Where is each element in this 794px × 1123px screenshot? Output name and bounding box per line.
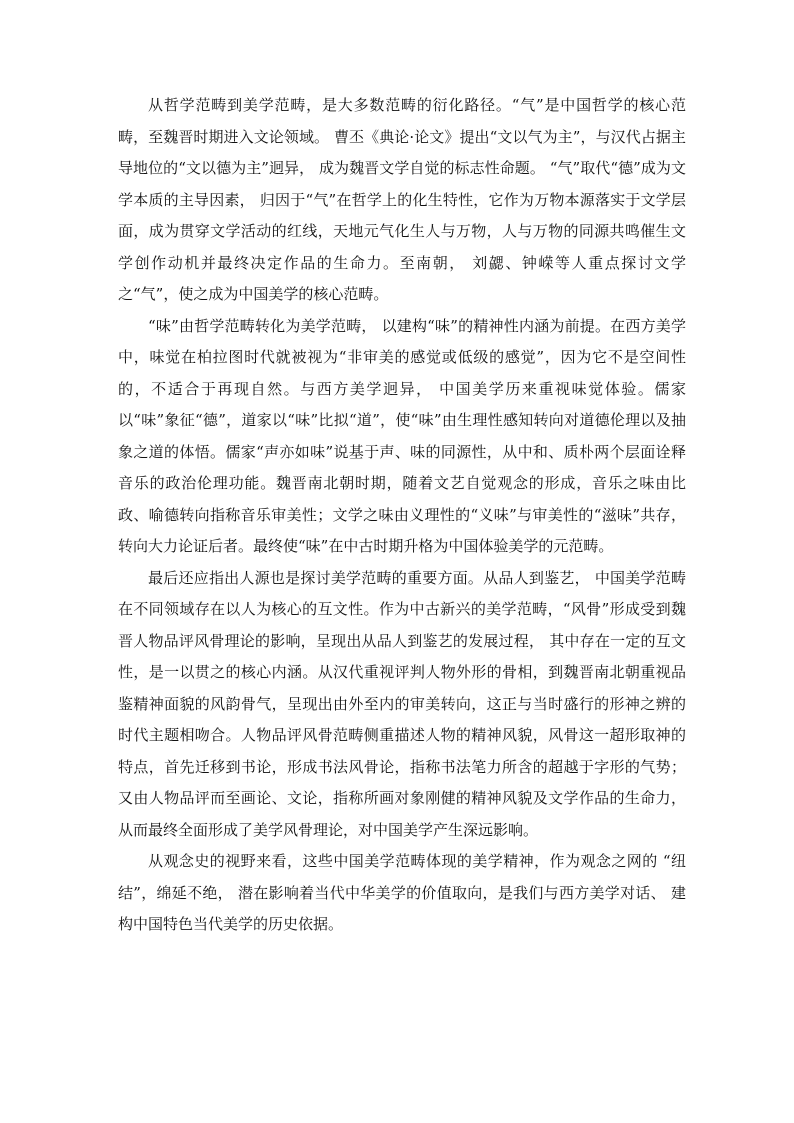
paragraph-wei: “味”由哲学范畴转化为美学范畴， 以建构“味”的精神性内涵为前提。在西方美学中，味觉在柏拉图时代就被视为“非审美的感觉或低级的感觉”，因为它不是空间性的，不适合于再现自然。与西方美学迥异， 中国美学历来重视味觉体验。儒家以“味”象征“德”，道家以“味”比拟“道”，使“味”由生理性感知转向对道德伦理以及抽象之道的体悟。儒家“声亦如味”说基于声、味的同源性，从中和、质朴两个层面诠释音乐的政治伦理功能。魏晋南北朝时期，随着文艺自觉观念的形成，音乐之味由比政、喻德转向指称音乐审美性；文学之味由义理性的“义味”与审美性的“滋味”共存， 转向大力论证后者。最终使“味”在中古时期升格为中国体验美学的元范畴。 — [118, 316, 686, 555]
paragraph-conclusion: 从观念史的视野来看，这些中国美学范畴体现的美学精神，作为观念之网的 “纽结”，绵延不绝， 潜在影响着当代中华美学的价值取向，是我们与西方美学对话、 建构中国特色当代美学的历史依据。 — [118, 852, 686, 933]
paragraph-fenggu: 最后还应指出人源也是探讨美学范畴的重要方面。从品人到鉴艺， 中国美学范畴在不同领域存在以人为核心的互文性。作为中古新兴的美学范畴，“风骨”形成受到魏晋人物品评风骨理论的影响，呈现出从品人到鉴艺的发展过程， 其中存在一定的互文性，是一以贯之的核心内涵。从汉代重视评判人物外形的骨相，到魏晋南北朝重视品鉴精神面貌的风韵骨气，呈现出由外至内的审美转向，这正与当时盛行的形神之辨的时代主题相吻合。人物品评风骨范畴侧重描述人物的精神风貌，风骨这一超形取神的特点，首先迁移到书论，形成书法风骨论，指称书法笔力所含的超越于字形的气势； 又由人物品评而至画论、文论，指称所画对象刚健的精神风貌及文学作品的生命力，从而最终全面形成了美学风骨理论，对中国美学产生深远影响。 — [118, 568, 686, 839]
paragraph-qi: 从哲学范畴到美学范畴，是大多数范畴的衍化路径。“气”是中国哲学的核心范畴，至魏晋时期进入文论领域。 曹丕《典论·论文》提出“文以气为主”，与汉代占据主导地位的“文以德为主”迥异， 成为魏晋文学自觉的标志性命题。 “气”取代“德”成为文学本质的主导因素， 归因于“气”在哲学上的化生特性，它作为万物本源落实于文学层面，成为贯穿文学活动的红线，天地元气化生人与万物，人与万物的同源共鸣催生文学创作动机并最终决定作品的生命力。至南朝， 刘勰、钟嵘等人重点探讨文学之“气”，使之成为中国美学的核心范畴。 — [118, 96, 686, 303]
document-body — [118, 90, 686, 941]
